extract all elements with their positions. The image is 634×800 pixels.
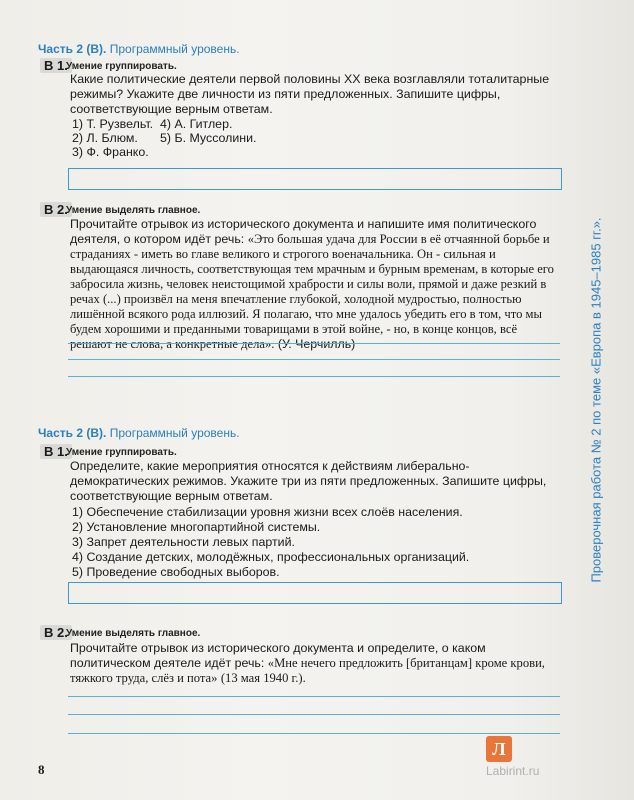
- part1-b2-skill: Умение выделять главное.: [66, 205, 201, 216]
- part1-b1-option-5: 5) Б. Муссолини.: [160, 131, 257, 145]
- part2-b2-date: (13 мая 1940 г.).: [220, 671, 306, 685]
- part1-b2-tag: В 2.: [40, 202, 72, 217]
- part1-b1-option-2: 2) Л. Блюм.: [72, 131, 138, 145]
- part1-b1-option-4: 4) А. Гитлер.: [160, 117, 233, 131]
- part2-b2-tag: В 2.: [40, 625, 72, 640]
- part2-b2-skill: Умение выделять главное.: [66, 628, 201, 639]
- part2-b1-option-4: 4) Создание детских, молодёжных, профессиональных организаций.: [72, 550, 470, 564]
- part1-heading: Часть 2 (В). Программный уровень.: [38, 42, 240, 56]
- part1-b2-answer-line-1[interactable]: [68, 343, 560, 344]
- part1-b2-quote: «Это большая удача для России в её отчаянной борьбе и страданиях - иметь во главе великого и строгого военачальника. Он - сильная и выдающаяся личность, соответствующая тем мрачным и бурным временам, в которые его забросила жизнь, человек неистощимой храбрости и силы воли, прямой и даже резкий в речах (...) произвёл на меня впечатление глубокой, холодной мудростью, полностью лишённой всякого рода иллюзий. Я полагаю, что мне удалось убедить его в том, что мы будем хорошими и преданными товарищами в этой войне, - но, в конце концов, всё решают не слова, а конкретные дела».: [70, 232, 554, 351]
- part2-b1-option-3: 3) Запрет деятельности левых партий.: [72, 535, 295, 549]
- part1-b2-intro: Прочитайте отрывок из исторического документа и напишите имя политического деятеля, о котором идёт речь:: [70, 217, 537, 246]
- page-number: 8: [38, 762, 45, 777]
- part1-b1-tag: В 1.: [40, 58, 72, 73]
- watermark: Labirint.ru: [486, 764, 540, 778]
- workbook-page: Часть 2 (В). Программный уровень. В 1. Умение группировать. Какие политические деятели первой половины XX века возглавляли тоталитарные режимы? Укажите две личности из пяти предложенных. Запишите цифры, соответствующие верным ответам. 1) Т. Рузвельт. 4) А. Гитлер. 2) Л. Блюм. 5) Б. Муссолини. 3) Ф. Франко. В 2. Умение выделять главное. Прочитайте отрывок из исторического документа и напишите имя политического деятеля, о котором идёт речь: «Это большая удача для России в её отчаянной борьбе и страданиях - иметь во главе великого и строгого военачальника. Он - сильная и выдающаяся личность, соответствующая тем мрачным и бурным временам, в которые его забросила жизнь, человек неистощимой храбрости и силы воли, прямой и даже резкий в речах (...) произвёл на меня впечатление глубокой, холодной мудростью, полностью лишённой всякого рода иллюзий. Я полагаю, что мне удалось убедить его в том, что мы будем хорошими и преданными товарищами в этой войне, - но, в конце концов, всё решают не слова, а конкретные дела». (У. Черчилль) Часть 2 (В). Программный уровень. В 1. Умение группировать. Определите, какие мероприятия относятся к действиям либерально-демократических режимов. Укажите три из пяти предложенных. Запишите цифры, соответствующие верным ответам. 1) Обеспечение стабилизации уровня жизни всех слоёв населения. 2) Установление многопартийной системы. 3) Запрет деятельности левых партий. 4) Создание детских, молодёжных, профессиональных организаций. 5) Проведение свободных выборов. В 2. Умение выделять главное. Прочитайте отрывок из исторического документа и определите, о каком политическом деятеле идёт речь: «Мне нечего предложить [британцам] кроме крови, тяжкого труда, слёз и пота» (13 мая 1940 г.). Проверочная работа № 2 по теме «Европа в 1945–1985 гг.». 8 Л Labirint.ru: [0, 0, 634, 800]
- part1-b2-answer-line-2[interactable]: [68, 359, 560, 360]
- labirint-logo-icon: Л: [486, 736, 512, 762]
- part2-b1-question: Определите, какие мероприятия относятся к действиям либерально-демократических режимов. Укажите три из пяти предложенных. Запишите цифры, соответствующие верным ответам.: [70, 459, 547, 503]
- part2-b1-tag: В 1.: [40, 444, 72, 459]
- part2-b2-answer-line-2[interactable]: [68, 714, 560, 715]
- part2-b1-skill: Умение группировать.: [66, 447, 177, 458]
- part2-b2-quote: «Мне нечего предложить [британцам] кроме крови, тяжкого труда, слёз и пота»: [70, 656, 545, 685]
- part1-b1-option-3: 3) Ф. Франко.: [72, 145, 149, 159]
- part2-b2-answer-line-3[interactable]: [68, 733, 560, 734]
- part2-b2-answer-line-1[interactable]: [68, 696, 560, 697]
- part1-b2-answer-line-3[interactable]: [68, 376, 560, 377]
- part2-b1-option-2: 2) Установление многопартийной системы.: [72, 520, 321, 534]
- part2-b1-answer-box[interactable]: [68, 582, 562, 604]
- part1-b2-text: [70, 217, 562, 352]
- part2-b2-text: [70, 641, 562, 686]
- part2-b2-intro: Прочитайте отрывок из исторического документа и определите, о каком политическом деятеле идёт речь:: [70, 641, 486, 670]
- part2-heading: Часть 2 (В). Программный уровень.: [38, 426, 240, 440]
- part1-b1-answer-box[interactable]: [68, 168, 562, 190]
- part1-b1-option-1: 1) Т. Рузвельт.: [72, 117, 154, 131]
- part1-b1-question: Какие политические деятели первой половины XX века возглавляли тоталитарные режимы? Укажите две личности из пяти предложенных. Запишите цифры, соответствующие верным ответам.: [70, 72, 550, 116]
- part1-b1-skill: Умение группировать.: [66, 61, 177, 72]
- part2-b1-option-5: 5) Проведение свободных выборов.: [72, 565, 280, 579]
- part1-b2-author: (У. Черчилль): [277, 337, 356, 351]
- part2-b1-option-1: 1) Обеспечение стабилизации уровня жизни всех слоёв населения.: [72, 505, 463, 519]
